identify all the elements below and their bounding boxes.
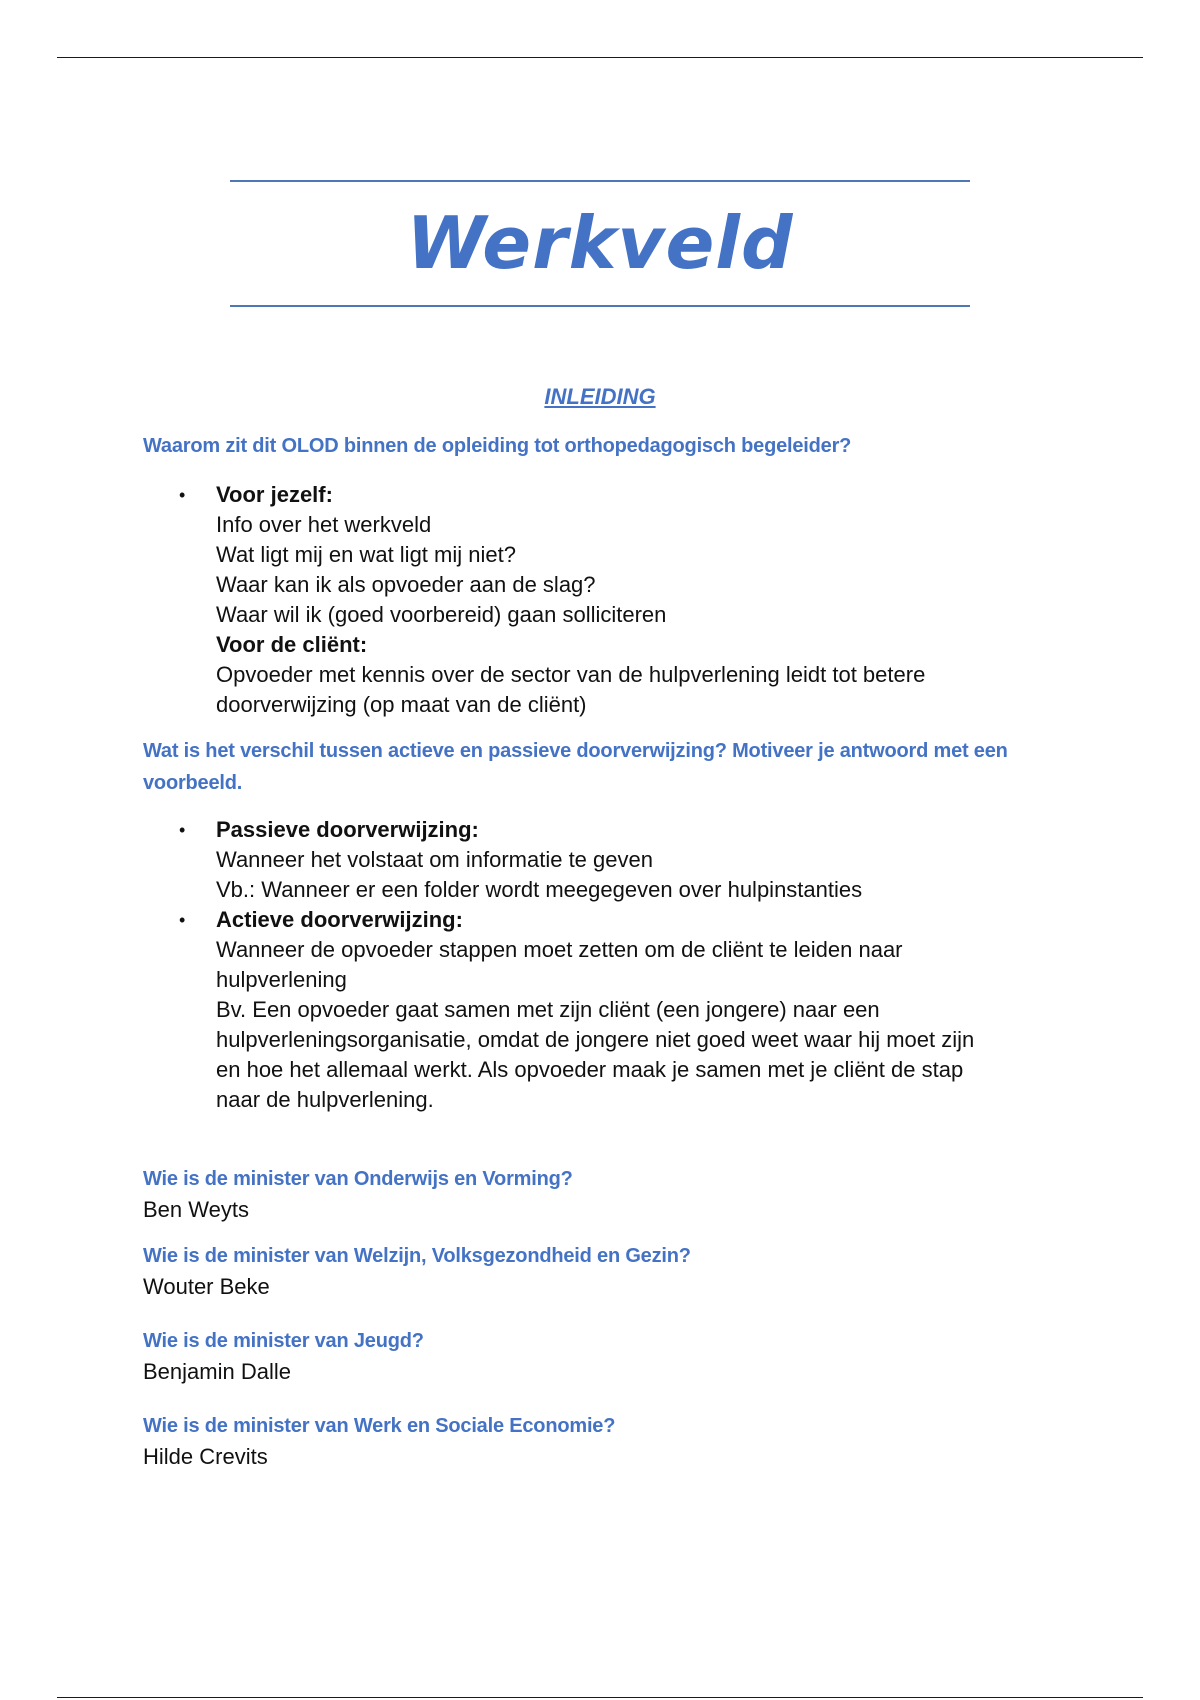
item-line: Opvoeder met kennis over de sector van de hulpverlening leidt tot betere xyxy=(216,662,926,687)
item-line: Waar kan ik als opvoeder aan de slag? xyxy=(216,572,596,597)
question-block-2 xyxy=(143,735,1063,799)
bullet-list xyxy=(143,815,1063,1115)
answer-text: Hilde Crevits xyxy=(143,1444,268,1469)
item-heading: Voor de cliënt: xyxy=(216,632,368,657)
question-text: Wat is het verschil tussen actieve en passieve doorverwijzing? Motiveer je antwoord met een voorbeeld. xyxy=(143,740,1008,794)
item-line: Wat ligt mij en wat ligt mij niet? xyxy=(216,542,516,567)
item-line: Info over het werkveld xyxy=(216,512,432,537)
question-text: Wie is de minister van Onderwijs en Vorming? xyxy=(143,1168,573,1190)
answer-text: Wouter Beke xyxy=(143,1274,270,1299)
question-text: Waarom zit dit OLOD binnen de opleiding tot orthopedagogisch begeleider? xyxy=(143,435,852,457)
answer-text: Ben Weyts xyxy=(143,1197,249,1222)
answer-text: Benjamin Dalle xyxy=(143,1359,291,1384)
item-line: Wanneer het volstaat om informatie te geven xyxy=(216,847,653,872)
item-line: naar de hulpverlening. xyxy=(216,1087,434,1112)
bullet-icon: • xyxy=(179,485,186,505)
item-line: hulpverleningsorganisatie, omdat de jongere niet goed weet waar hij moet zijn xyxy=(216,1027,975,1052)
list-item xyxy=(179,905,1063,1115)
item-line: Waar wil ik (goed voorbereid) gaan solliciteren xyxy=(216,602,667,627)
question-text: Wie is de minister van Welzijn, Volksgezondheid en Gezin? xyxy=(143,1245,691,1267)
qa-block-onderwijs xyxy=(143,1163,1063,1225)
bullet-list xyxy=(143,480,1063,720)
question-text: Wie is de minister van Jeugd? xyxy=(143,1330,424,1352)
page-bottom-rule xyxy=(57,1697,1143,1698)
item-line: hulpverlening xyxy=(216,967,347,992)
qa-block-welzijn xyxy=(143,1240,1063,1302)
bullet-icon: • xyxy=(179,910,186,930)
qa-block-werk xyxy=(143,1410,1063,1472)
question-text: Wie is de minister van Werk en Sociale Economie? xyxy=(143,1415,616,1437)
section-title: INLEIDING xyxy=(544,384,656,409)
item-line: Bv. Een opvoeder gaat samen met zijn cliënt (een jongere) naar een xyxy=(216,997,880,1022)
item-line: doorverwijzing (op maat van de cliënt) xyxy=(216,692,587,717)
item-line: Wanneer de opvoeder stappen moet zetten om de cliënt te leiden naar xyxy=(216,937,903,962)
item-heading: Voor jezelf: xyxy=(216,482,333,507)
list-item xyxy=(179,480,1063,720)
title-rule-lower xyxy=(230,305,970,307)
document-title: Werkveld xyxy=(406,201,794,285)
answer-block-1 xyxy=(143,480,1063,720)
item-heading: Passieve doorverwijzing: xyxy=(216,817,479,842)
item-line: Vb.: Wanneer er een folder wordt meegegeven over hulpinstanties xyxy=(216,877,863,902)
bullet-icon: • xyxy=(179,820,186,840)
qa-block-jeugd xyxy=(143,1325,1063,1387)
question-block-1 xyxy=(143,430,1063,462)
page-top-rule xyxy=(57,57,1143,58)
item-heading: Actieve doorverwijzing: xyxy=(216,907,463,932)
list-item xyxy=(179,815,1063,905)
answer-block-2 xyxy=(143,815,1063,1115)
item-line: en hoe het allemaal werkt. Als opvoeder maak je samen met je cliënt de stap xyxy=(216,1057,964,1082)
title-rule-upper xyxy=(230,180,970,182)
